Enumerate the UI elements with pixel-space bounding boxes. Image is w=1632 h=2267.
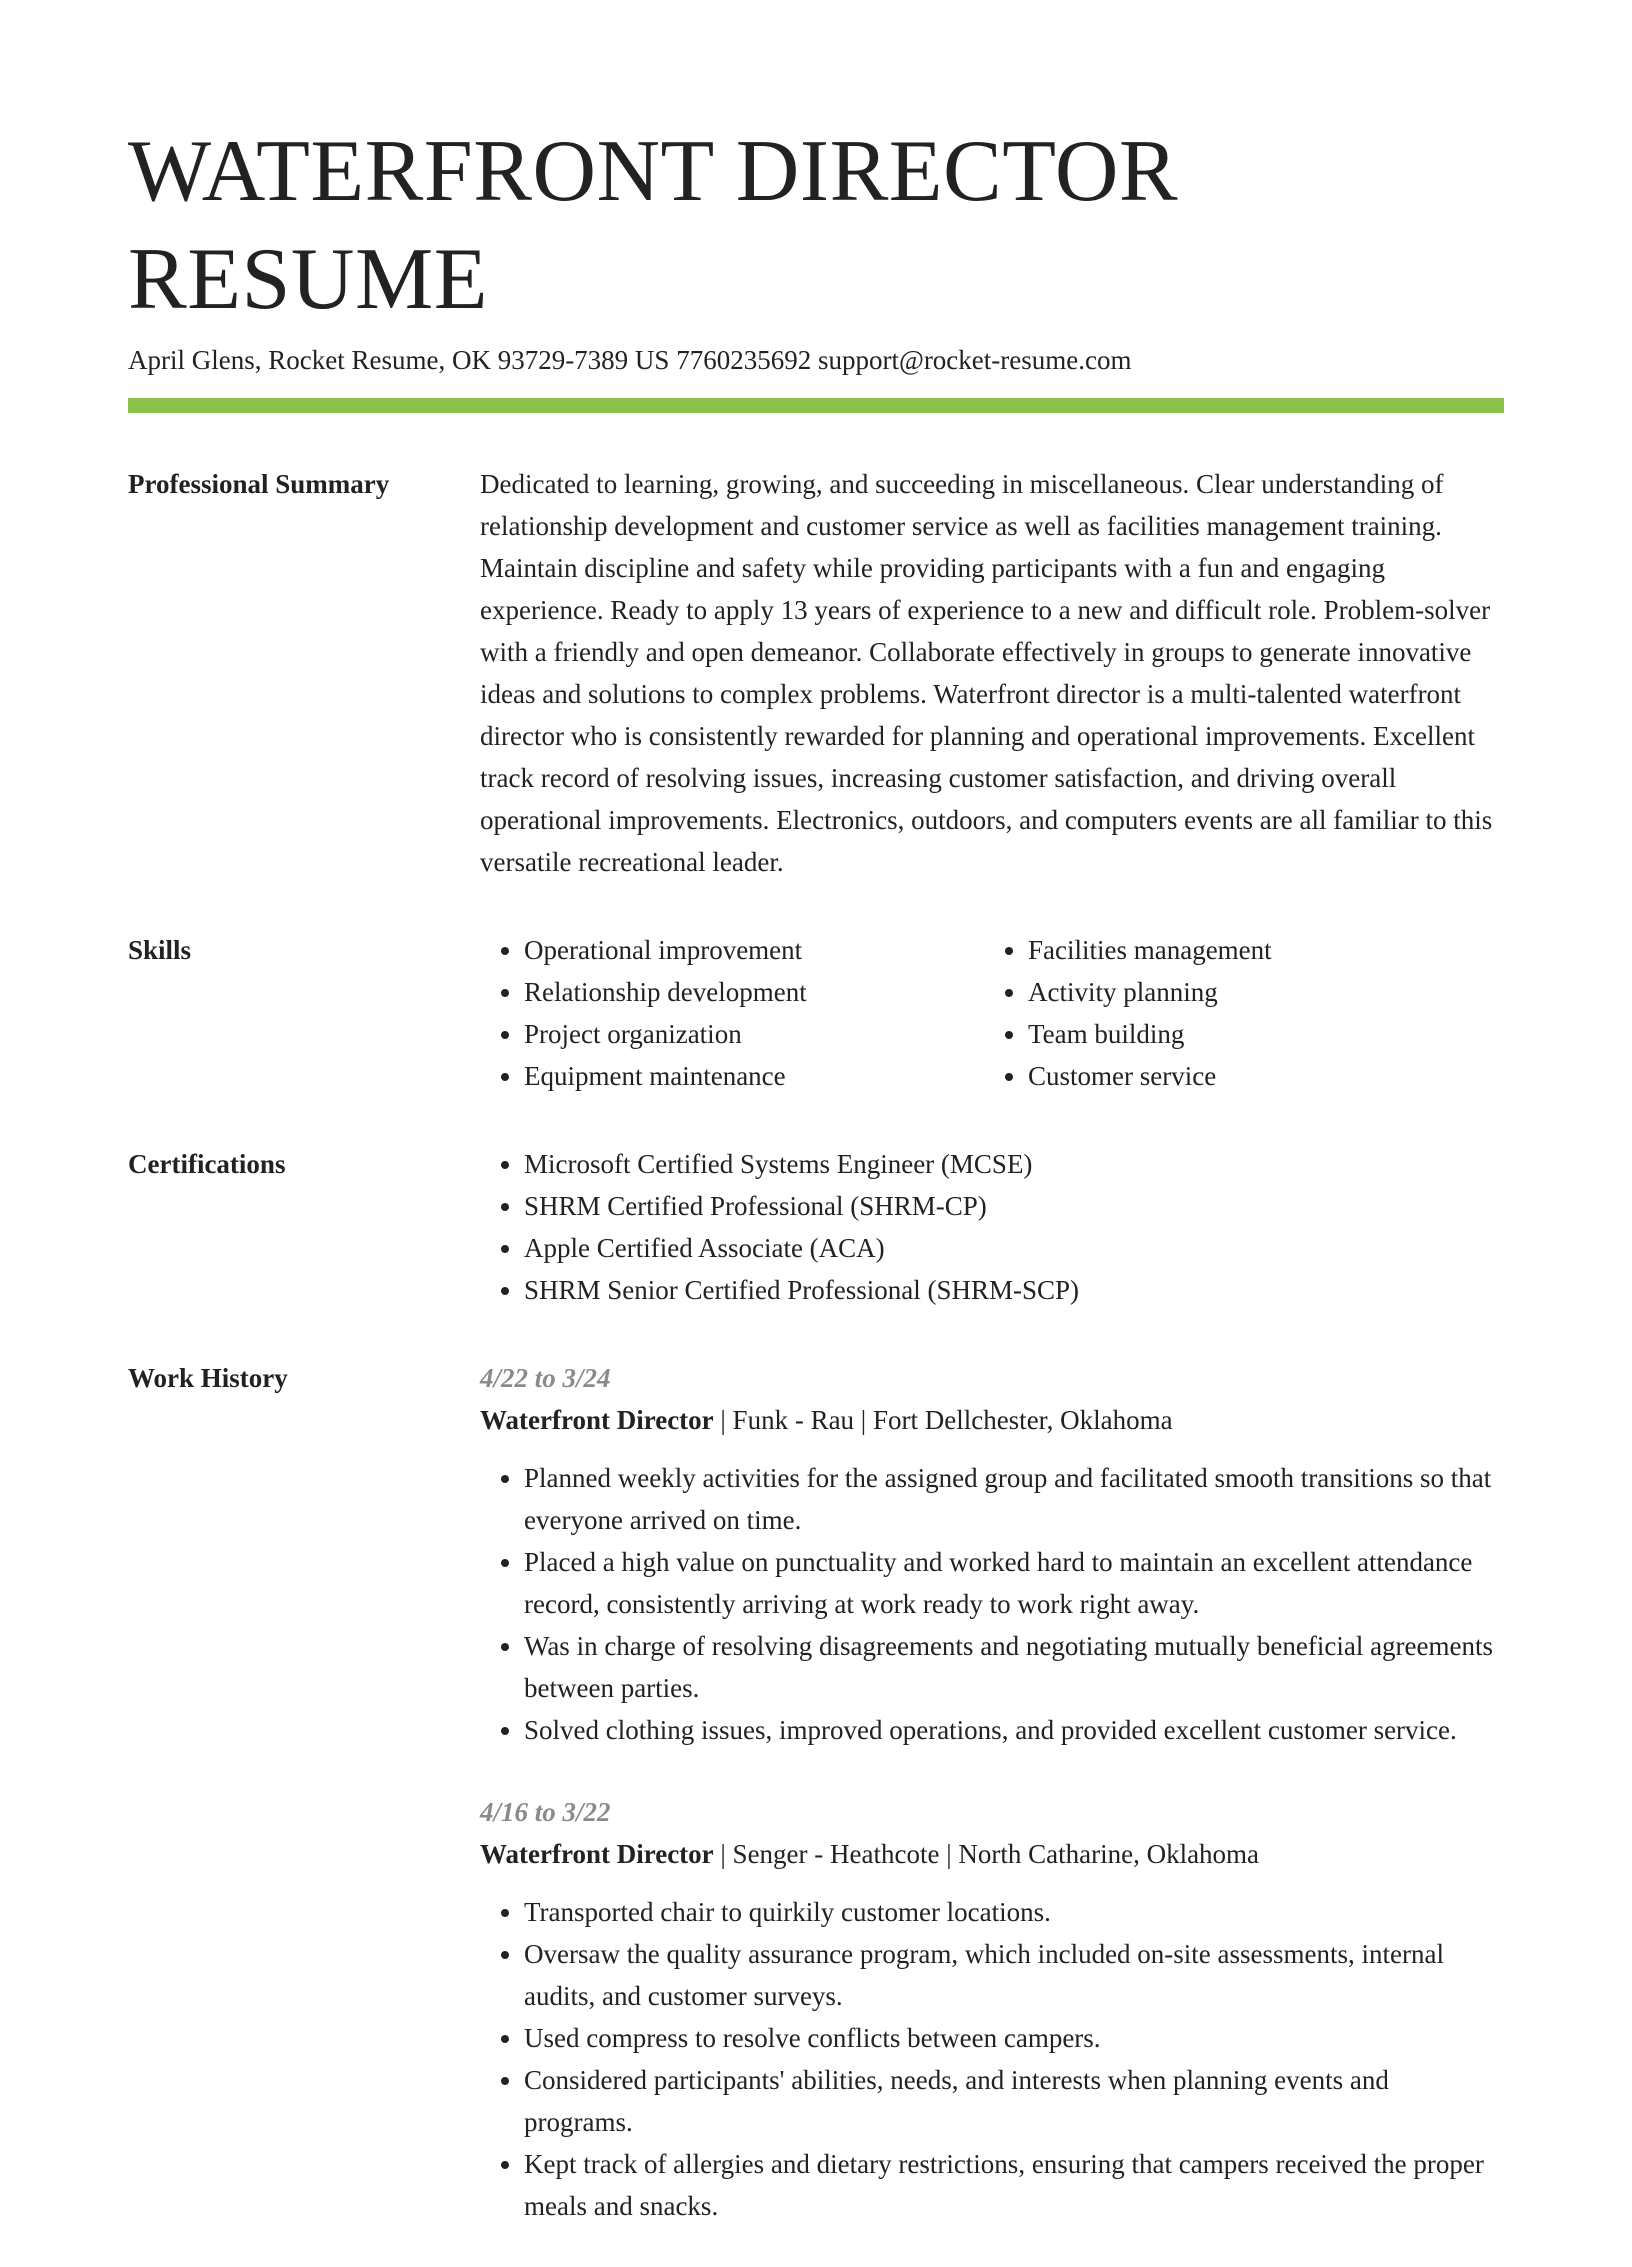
job-bullet: • Transported chair to quirkily customer locations. [524, 1891, 1504, 1933]
job-bullet: • Considered participants' abilities, needs, and interests when planning events and programs. [524, 2059, 1504, 2143]
job-title-line [480, 1399, 1504, 1441]
section-label-certifications: Certifications [128, 1149, 286, 1179]
skill-item: • Operational improvement [524, 929, 984, 971]
skill-item: • Relationship development [524, 971, 984, 1013]
skill-item: • Team building [1028, 1013, 1488, 1055]
job-bullet: • Oversaw the quality assurance program, which included on-site assessments, internal audits, and customer surveys. [524, 1933, 1504, 2017]
certification-item: • SHRM Certified Professional (SHRM-CP) [524, 1185, 1504, 1227]
certification-item: • Microsoft Certified Systems Engineer (MCSE) [524, 1143, 1504, 1185]
section-professional-summary [128, 463, 1504, 883]
skill-item: • Activity planning [1028, 971, 1488, 1013]
job-details: | Funk - Rau | Fort Dellchester, Oklahoma [713, 1405, 1173, 1435]
certification-item: • SHRM Senior Certified Professional (SHRM-SCP) [524, 1269, 1504, 1311]
section-work-history [128, 1357, 1504, 2267]
contact-phone: 7760235692 [676, 345, 812, 375]
job-entry [480, 1791, 1504, 2227]
job-bullet: • Was in charge of resolving disagreements and negotiating mutually beneficial agreements between parties. [524, 1625, 1504, 1709]
certification-item: • Apple Certified Associate (ACA) [524, 1227, 1504, 1269]
section-label-summary: Professional Summary [128, 469, 390, 499]
accent-divider [128, 398, 1504, 413]
job-bullets [480, 1891, 1504, 2227]
contact-address: April Glens, Rocket Resume, OK 93729-7389 US [128, 345, 670, 375]
job-bullet: • Planned weekly activities for the assigned group and facilitated smooth transitions so that everyone arrived on time. [524, 1457, 1504, 1541]
job-title: Waterfront Director [480, 1839, 714, 1869]
skills-list-left [480, 929, 984, 1097]
skill-item: • Customer service [1028, 1055, 1488, 1097]
job-bullet: • Solved clothing issues, improved operations, and provided excellent customer service. [524, 1709, 1504, 1751]
contact-email: support@rocket-resume.com [817, 345, 1132, 375]
skill-item: • Facilities management [1028, 929, 1488, 971]
contact-line [128, 342, 1504, 378]
job-title-line [480, 1833, 1504, 1875]
section-certifications [128, 1143, 1504, 1311]
section-skills [128, 929, 1504, 1097]
section-label-skills: Skills [128, 935, 192, 965]
job-bullet: • Placed a high value on punctuality and worked hard to maintain an excellent attendance record, consistently arriving at work ready to work right away. [524, 1541, 1504, 1625]
job-bullet: • Used compress to resolve conflicts between campers. [524, 2017, 1504, 2059]
job-bullets [480, 1457, 1504, 1751]
resume-page [128, 118, 1504, 2267]
certifications-list [480, 1143, 1504, 1311]
skill-item: • Equipment maintenance [524, 1055, 984, 1097]
summary-text: Dedicated to learning, growing, and succeeding in miscellaneous. Clear understanding of relationship development and customer service as well as facilities management training. Maintain discipline and safety while providing participants with a fun and engaging experience. Ready to apply 13 years of experience to a new and difficult role. Problem-solver with a friendly and open demeanor. Collaborate effectively in groups to generate innovative ideas and solutions to complex problems. Waterfront director is a multi-talented waterfront director who is consistently rewarded for planning and operational improvements. Excellent track record of resolving issues, increasing customer satisfaction, and driving overall operational improvements. Electronics, outdoors, and computers events are all familiar to this versatile recreational leader. [480, 469, 1493, 877]
job-dates: 4/16 to 3/22 [480, 1797, 611, 1827]
resume-title: WATERFRONT DIRECTOR RESUME [128, 123, 1179, 328]
job-dates: 4/22 to 3/24 [480, 1363, 611, 1393]
job-entry [480, 1357, 1504, 1751]
job-title: Waterfront Director [480, 1405, 714, 1435]
skill-item: • Project organization [524, 1013, 984, 1055]
section-label-work-history: Work History [128, 1363, 288, 1393]
job-bullet: • Kept track of allergies and dietary restrictions, ensuring that campers received the proper meals and snacks. [524, 2143, 1504, 2227]
skills-list-right [984, 929, 1488, 1097]
job-details: | Senger - Heathcote | North Catharine, Oklahoma [713, 1839, 1260, 1869]
